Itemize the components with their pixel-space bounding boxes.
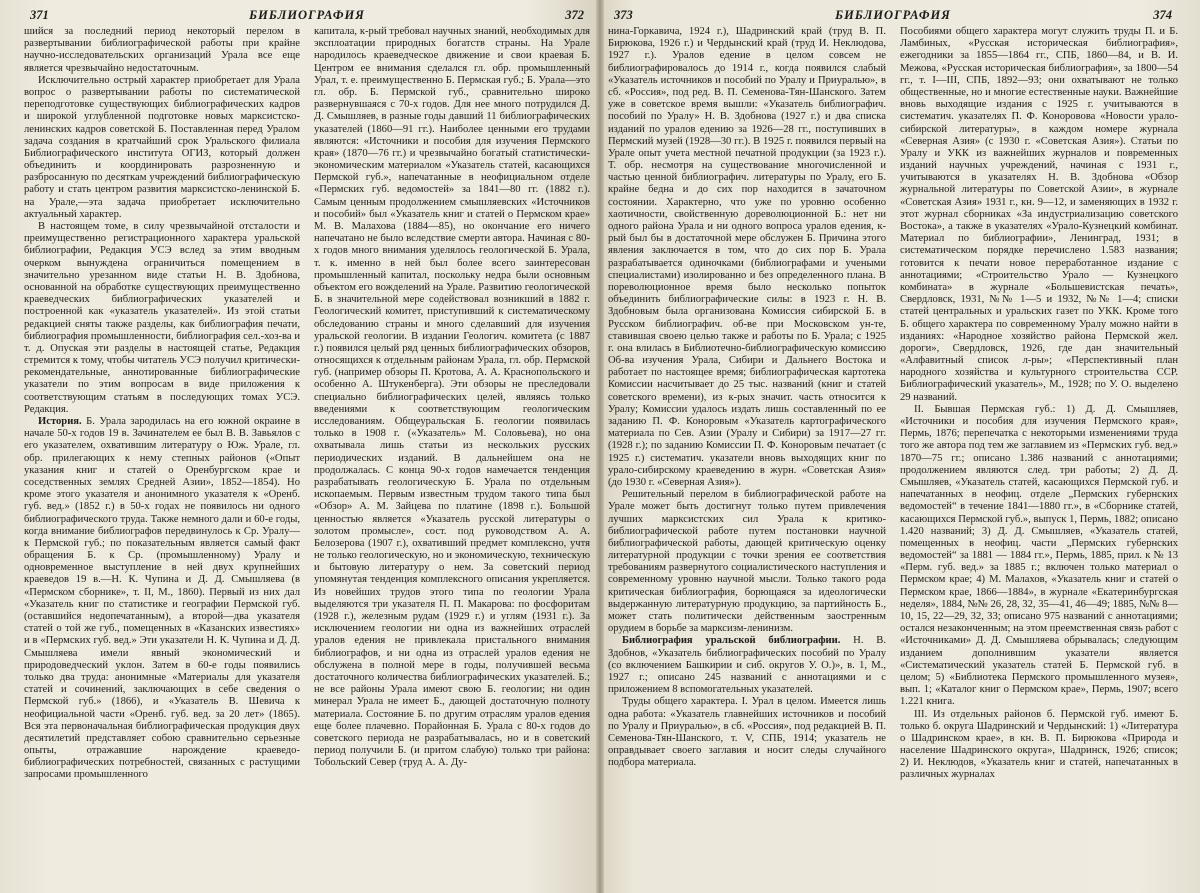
paragraph: Библиография уральской библиографии. Н. В. Здобнов, «Указатель библиографических пособий по Уралу (со включением Башкирии и сиб. округов У. О.)», в. 1, М., 1927 г.; описано 245 названий с аннотациями и с приложением 8 вспомогательных указателей. xyxy=(608,635,886,696)
paragraph: III. Из отдельных районов б. Пермской губ. имеют Б. только б. округа Шадринский и Чердынский: 1) «Литература о Шадринском крае», в кн. В. П. Бирюкова «Природа и население Шадринского округа», Шадринск, 1926; список; 2) И. Неклюдов, «Указатель книг и статей, напечатанных в различных журналах xyxy=(900,708,1178,781)
text-column-3 xyxy=(608,26,886,888)
left-page xyxy=(0,0,598,893)
header-title: БИБЛИОГРАФИЯ xyxy=(835,8,951,22)
paragraph: Решительный перелом в библиографической работе на Урале может быть достигнут только путем привлечения лучших марксистских сил Урала к критико-библиографической работе путем постановки научной библиографической работы, дающей критическую оценку литературной продукции с точки зрения ее соответствия требованиям развернутого социалистического наступления и современному уровню научной мысли. Только такого рода критическая библиография, борющаяся за идеологически выдержанную литературную продукцию, за партийность Б., может стать политически действенным заостренным орудием в борьбе за марксизм-ленинизм. xyxy=(608,489,886,635)
paragraph: Исключительно острый характер приобретает для Урала вопрос о развертывании работы по систематической переподготовке существующих библиографических кадров и широкой углубленной подготовке новых марксистско-ленинских кадров советской Б. Поставленная перед Уралом задача создания в кратчайший срок Уральского филиала Библиографического института ОГИЗ, который должен объединить и координировать разрозненную и разбросанную по десяткам учреждений библиографическую работу и стать центром развития марксистско-ленинской Б. на Урале,—эта задача приобретает исключительно актуальный характер. xyxy=(24,74,300,220)
text-column-2 xyxy=(314,26,590,888)
paragraph: Пособиями общего характера могут служить труды П. и Б. Ламбиных, «Русская историческая библиография», ежегодники за 1855—1864 гг., СПБ, 1860—84, и В. И. Межова, «Русская историческая библиография», за 1800—54 гг., т. I—III, СПБ, 1892—93; они охватывают не только общественные, но и многие естественные науки. Важнейшие вновь выходящие издания с 1925 г. учитываются в систематич. указателях П. Ф. Коноровова «Новости урало-сибирской литературы», в каждом номере журнала «Северная Азия» (с 1930 г. «Советская Азия»). Статьи по Уралу и УКК из важнейших журналов и повременных изданий научных учреждений, начиная с 1931 г., учитываются в указателях Н. В. Здобнова «Обзор журнальной литературы по Советской Азии», в журнале «Советская Азия» 1931 г., кн. 9—12, и заменяющих в 1932 г. этот журнал сборниках «За индустриализацию советского Востока», а также в указателях «Урало-Кузнецкий комбинат. Материал по библиографии», Ленинград, 1931; в систематическом порядке перечислено 1.583 названия; готовится к печати новое переработанное издание с аннотациями; «Строительство Урало — Кузнецкого комбината» в журнале «Большевистская печать», Свердловск, 1931, №№ 1—5 и 1932, №№ 1—4; списки статей центральных и уральских газет по УКК. Кроме того Б. общего характера по современному Уралу можно найти в изданиях: «Народное хозяйство района Пермской жел. дороги», Свердловск, 1926, где дан значительный «Алфавитный список л-ры»; «Перспективный план народного хозяйства и культурного строительства ССР. Библиографический указатель», М., 1928; по У. О. выделено 29 названий. xyxy=(900,26,1178,403)
running-header-left xyxy=(24,8,590,26)
text-column-1 xyxy=(24,26,300,888)
page-number: 372 xyxy=(565,8,584,22)
page-number: 373 xyxy=(614,8,633,22)
page-number: 371 xyxy=(30,8,49,22)
book-gutter xyxy=(596,0,604,893)
paragraph: II. Бывшая Пермская губ.: 1) Д. Д. Смышляев, «Источники и пособия для изучения Пермского края», Пермь, 1876; перепечатка с некоторыми изменениями труда того же автора под тем же заглавием из «Пермских губ. вед.» 1870—75 гг.; описано 1.386 названий с аннотациями; продолжением являются след. три работы; 2) Д. Д. Смышляев, «Указатель статей, касающихся Пермской губ. и напечатанных в неофиц. отделе „Пермских губернских ведомостей“ в течение 1841—1880 гг.», в «Сборнике статей, касающихся Пермской губ.», выпуск 1, Пермь, 1882; описано 1.420 названий; 3) Д. Д. Смышляев, «Указатель статей, помещенных в неофиц. части „Пермских губернских ведомостей“ за 1881 — 1884 гг.», Пермь, 1885, прил. к № 13 «Перм. губ. вед.» за 1885 г.; включен только материал о Пермском крае; 4) М. Малахов, «Указатель книг и статей о Пермском крае, 1866—1884», в журнале «Екатеринбургская неделя», 1884, №№ 26, 28, 32, 35—41, 46—49; 1885, №№ 8—10, 15, 22—29, 32, 33; описано 975 названий с аннотациями; остался незаконченным; на этом преемственная связь работ с «Источниками» Д. Д. Смышляева обрывалась; следующим изданием дополнившим указатели является «Систематический указатель статей Б. Пермской губ. в целом; 5) «Библиотека Пермского промышленного музея», вып. 1; «Каталог книг о Пермском крае», Пермь, 1907; всего 1.221 книга. xyxy=(900,403,1178,708)
columns xyxy=(608,26,1178,888)
right-page xyxy=(598,0,1200,893)
paragraph: шийся за последний период некоторый перелом в развертывании библиографической работы при крайне научно-исследовательских организаций Урала все еще является чрезвычайно недостаточным. xyxy=(24,26,300,74)
page-number: 374 xyxy=(1153,8,1172,22)
text-column-4 xyxy=(900,26,1178,888)
running-header-right xyxy=(608,8,1178,26)
header-title: БИБЛИОГРАФИЯ xyxy=(249,8,365,22)
paragraph: нина-Горкавича, 1924 г.), Шадринский край (труд В. П. Бирюкова, 1926 г.) и Чердынский край (труд И. Неклюдова, 1927 г.). Уралов едение в целом совсем не библиографировалось до 1914 г., когда появился слабый «Указатель источников и пособий по Уралу и Приуралью», в сб. «Россия», под ред. В. П. Семенова-Тян-Шанского. Затем уже в советское время вышли: «Указатель библиографич. пособий по Уралу» Н. В. Здобнова (1927 г.) и два списка изданий по уралов едению за 1926—28 гг., поступивших в Пермский музей (1928—30 гг.). В 1925 г. появился первый на Урале опыт учета местной печатной продукции (за 1923 г.). Т. обр. несмотря на существование многочисленной и частью ценной библиографич. литературы по Уралу, его Б. крайне бедна и до сих пор находится в зачаточном состоянии. Характерно, что уже по уровню особенно хаотичности, свойственную дореволюционной Б.: нет ни одного района Урала и ни одного вопроса уралов едения, к-рый был бы в достаточной мере обслужен Б. Причина этого явления заключается в том, что до сих пор Б. Урала разрабатывается одиночками (библиографами и учеными специалистами) изолированно и без определенного плана. В пореволюционное время было несколько попыток объединить библиографические силы: в 1923 г. Н. В. Здобновым была организована Комиссия сибирской Б. в Русском библиографич. об-ве при Московском ун-те, ставившая своею целью также и работы по Б. Урала; с 1925 г. она влилась в Библиотечно-библиографическую комиссию Об-ва изучения Урала, Сибири и Дальнего Востока и работает по настоящее время; библиографическая картотека Комиссии насчитывает до 25 тыс. названий (книг и статей советского времени), из к-рых значит. часть относится к Уралу; Комиссии удалось издать лишь составленный по ее заданию П. Ф. Коноровым «Указатель картографического материала по Сев. Азии (Уралу и Сибири) за 1917—27 гг. (1928 г.); по заданию Комиссии П. Ф. Коноровым печатает (с 1925 г.) систематич. указатели вновь выходящих книг по урало-сибирскому краеведению в журн. «Советская Азия» (до 1930 г. «Северная Азия»). xyxy=(608,26,886,488)
paragraph: капитала, к-рый требовал научных знаний, необходимых для эксплоатации природных богатств страны. На Урале народилось краеведческое движение и свои краевая Б. Центром ее внимания сделался гл. обр. промышленный Урал, т. е. преимущественно Б. Пермская губ.; Б. Урала—это гл. обр. Б. Пермской губ., сравнительно широко развернувшаяся с 70-х годов. Для нее много потрудился Д. Д. Смышляев, в разные годы давший 11 библиографических указателей (1860—91 гг.). Наиболее ценными его трудами являются: «Источники и пособия для изучения Пермского края» (1870—76 гг.) и чрезвычайно богатый статистически-экономическим материалом «Указатель статей, касающихся Пермской губ.», напечатанные в неофициальном отделе «Пермских губ. ведомостей» за 1841—80 гг. (1882 г.). Самым ценным продолжением смышляевских «Источников и пособий» был «Указатель книг и статей о Пермском крае» М. В. Малахова (1884—85), но окончание его ничего напечатано не было вследствие смерти автора. Начиная с 80-х годов много внимания уделялось геологической Б. Урала, т. к. именно в ней был более всего заинтересован промышленный капитал, поскольку недра были основным объектом его вожделений на Урале. Развитию геологической Б. в значительной мере содействовал возникший в 1882 г. Геологический комитет, приступивший к систематическому обследованию страны и много сделавший для изучения уральской геологии. В издании Геологич. комитета (с 1887 г.) появился целый ряд ценных библиографических обзоров, относящихся к отдельным районам Урала, гл. обр. Пермской губ. (например обзоры П. Кротова, А. А. Краснопольского и особенно А. Штукенберга). Эти обзоры не преследовали специально библиографических целей, являясь только введениями к соответствующим геологическим исследованиям. Общеуральская Б. геологии появилась только в 1908 г. («Указатель» М. Соловьева), но она охватывала лишь статьи из нескольких русских периодических изданий. В дальнейшем она не продолжалась. С конца 90-х годов намечается тенденция разрабатывать геологическую Б. Урала по отдельным ископаемым. Первым известным трудом такого типа был «Обзор» А. М. Зайцева по платине (1898 г.). Большой ценностью является «Указатель русской литературы о золотом промысле», сост. под руководством А. А. Белозерова (1907 г.), охвативший предмет комплексно, учтя не только геологическую, но и экономическую, техническую и бытовую литературу о нем. За советский период упомянутая тенденция комплексного описания укрепляется. Из новейших трудов этого типа по геологии Урала выделяются три указателя П. П. Макарова: по фосфоритам (1928 г.), железным рудам (1929 г.) и углям (1931 г.). За исключением геологии ни одна из важнейших отраслей уралов едения не привлекала пристального внимания библиографов, и ни одна из отраслей уралов едения не обслужена в полной мере в годы, получившей весьма достаточного количества библиографических указателей. Б.; не все районы Урала имеют свою Б. геологии; ни один минерал Урала не имеет Б., дающей достаточную полноту материала. Состояние Б. по другим отраслям уралов едения еще более плачевно. Порайонная Б. Урала с 80-х годов до советского периода не разрабатывалась, но и в советский период получили Б. (и притом слабую) только три района: Тобольский Север (труд А. А. Ду- xyxy=(314,26,590,769)
paragraph: История. Б. Урала зародилась на его южной окраине в начале 50-х годов 19 в. Зачинателем ее был В. В. Завьялов с его указателем, охватившим литературу о Юж. Урале, гл. обр. прилегающих к нему степных районов («Опыт указания книг и статей о Оренбургском крае и соседственных землях Средней Азии», 1852—1854). Но кроме этого указателя и анонимного указателя к «Оренб. губ. вед.» (1852 г.) в 50-х годах не появилось ни одного библиографического труда. Также немного дали и 60-е годы, когда внимание библиографов передвинулось к Ср. Уралу—к Пермской губ.; по показательным является самый факт обращения Б. к Ср. (промышленному) Уралу и одновременное выступление в ней двух крупнейших краеведов 19 в.—Н. К. Чупина и Д. Д. Смышляева (в «Пермском сборнике», т. II, М., 1860). Первый из них дал «Указатель книг по статистике и географии Пермской губ. (оставшийся недопечатанным), а второй—два указателя статей о той же губ., помещенных в «Казанских известиях» и в «Пермских губ. вед.» Эти указатели Н. К. Чупина и Д. Д. Смышляева имели явный экономический и природоведческий уклон. Затем в 60-е годы появились только два труда: анонимные «Материалы для указателя статей и сочинений, заключающих в себе сведения о Пермской губ.» (1866), и «Указатель В. Шевича к неофициальной части «Оренб. губ. вед. за 20 лет» (1865). Вся эта первоначальная библиографическая продукция двух десятилетий представляет собою сравнительно серьезные опыты, отражавшие нарождение краеведо-библиографических потребностей, связанных с растущими запросами промышленного xyxy=(24,416,300,781)
columns xyxy=(24,26,590,888)
paragraph: В настоящем томе, в силу чрезвычайной отсталости и преимущественно регистрационного характера уральской библиографии, Редакция УСЭ вслед за этим вводным очерком вынуждена ограничиться помещением в значительно урезанном виде статьи Н. В. Здобнова, основанной на обработке существующих преимущественно краеведческих библиографических указателей и построенной как «указатель указателей». Из этой статьи редакцией сняты также разделы, как библиография печати, библиография промышленности, библиография сел.-хоз-ва и т. д. Опуская эти разделы в настоящей статье, Редакция стремится к тому, чтобы читатель УСЭ получил критически-рекомендательные, аннотированные библиографические указатели по этим вопросам в виде приложения к соответствующим статьям в последующих томах УСЭ. Редакция. xyxy=(24,221,300,415)
paragraph: Труды общего характера. I. Урал в целом. Имеется лишь одна работа: «Указатель главнейших источников и пособий по Уралу и Приуралью», в сб. «Россия», под редакцией В. П. Семенова-Тян-Шанского, т. V, СПБ, 1914; указатель не оправдывает своего заглавия и носит следы случайного подбора материала. xyxy=(608,696,886,769)
